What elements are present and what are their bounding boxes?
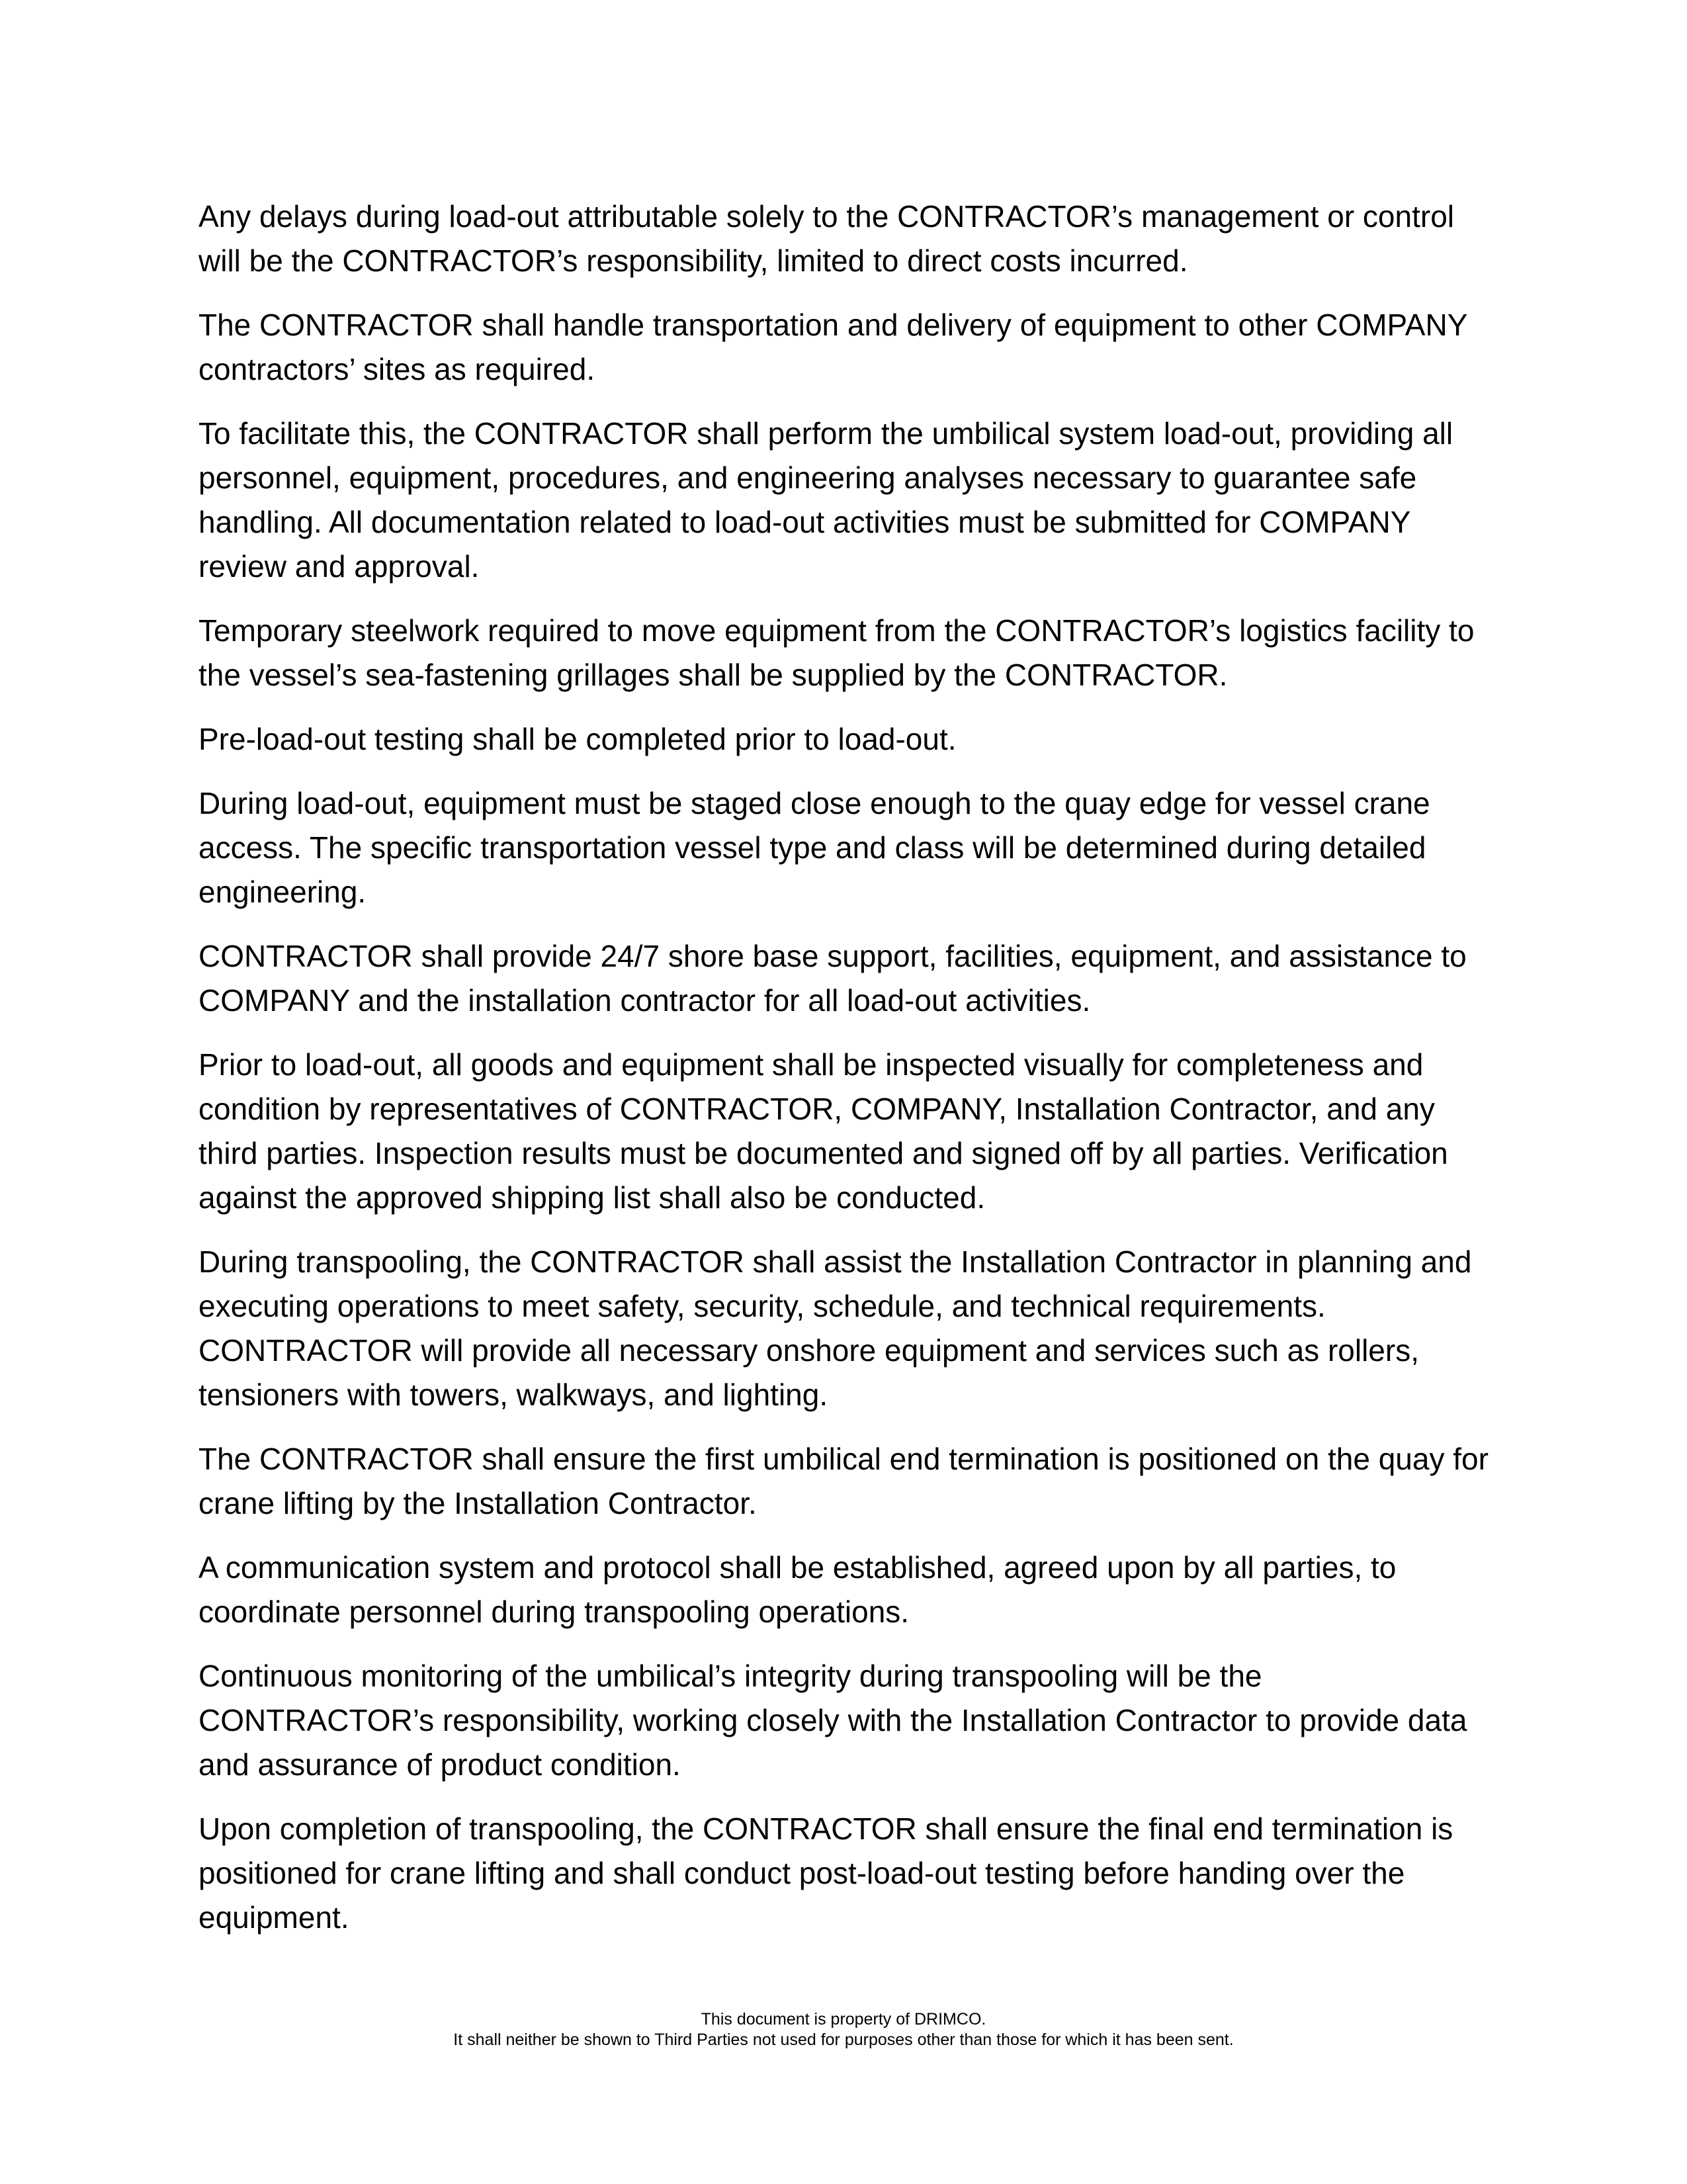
paragraph-preloadout-testing: Pre-load-out testing shall be completed prior to load-out.: [198, 722, 957, 756]
paragraph-umbilical-loadout: To facilitate this, the CONTRACTOR shall perform the umbilical system load-out, providing all personnel, equipment, procedures, and engineering analyses necessary to guarantee safe handling. All documentation related to load-out activities must be submitted for COMPANY review and approval.: [198, 416, 1453, 584]
paragraph-transport-delivery: The CONTRACTOR shall handle transportation and delivery of equipment to other COMPANY contractors’ sites as required.: [198, 308, 1467, 386]
paragraph-temporary-steelwork: Temporary steelwork required to move equipment from the CONTRACTOR’s logistics facility to the vessel’s sea-fastening grillages shall be supplied by the CONTRACTOR.: [198, 613, 1475, 692]
paragraph-inspection: Prior to load-out, all goods and equipment shall be inspected visually for completeness and condition by representatives of CONTRACTOR, COMPANY, Installation Contractor, and any third parties. Inspection results must be documented and signed off by all parties. Verification against the approved shipping list shall also be conducted.: [198, 1047, 1448, 1215]
footer-property-line: This document is property of DRIMCO.: [701, 2010, 986, 2029]
paragraph-shore-base-support: CONTRACTOR shall provide 24/7 shore base support, facilities, equipment, and assistance to COMPANY and the installation contractor for all load-out activities.: [198, 939, 1467, 1018]
paragraph-communication-system: A communication system and protocol shall be established, agreed upon by all parties, to coordinate personnel during transpooling operations.: [198, 1550, 1397, 1629]
paragraph-quay-staging: During load-out, equipment must be staged close enough to the quay edge for vessel crane access. The specific transportation vessel type and class will be determined during detailed engineering.: [198, 786, 1430, 909]
paragraph-transpooling-assist: During transpooling, the CONTRACTOR shall assist the Installation Contractor in planning and executing operations to meet safety, security, schedule, and technical requirements. CONTRACTOR will provide all necessary onshore equipment and services such as rollers, tensioners with towers, walkways, and lighting.: [198, 1245, 1472, 1412]
confidentiality-footer: [0, 2009, 1687, 2050]
paragraph-delays-loadout: Any delays during load-out attributable solely to the CONTRACTOR’s management or control will be the CONTRACTOR’s responsibility, limited to direct costs incurred.: [198, 199, 1454, 278]
paragraph-continuous-monitoring: Continuous monitoring of the umbilical’s integrity during transpooling will be the CONTRACTOR’s responsibility, working closely with the Installation Contractor to provide data and assurance of product condition.: [198, 1659, 1467, 1782]
document-body: [198, 195, 1496, 1960]
paragraph-final-end-termination: Upon completion of transpooling, the CONTRACTOR shall ensure the final end termination is positioned for crane lifting and shall conduct post-load-out testing before handing over the equipment.: [198, 1812, 1453, 1935]
footer-disclaimer-line: It shall neither be shown to Third Parties not used for purposes other than those for which it has been sent.: [453, 2031, 1234, 2049]
paragraph-first-end-termination: The CONTRACTOR shall ensure the first umbilical end termination is positioned on the quay for crane lifting by the Installation Contractor.: [198, 1442, 1489, 1520]
